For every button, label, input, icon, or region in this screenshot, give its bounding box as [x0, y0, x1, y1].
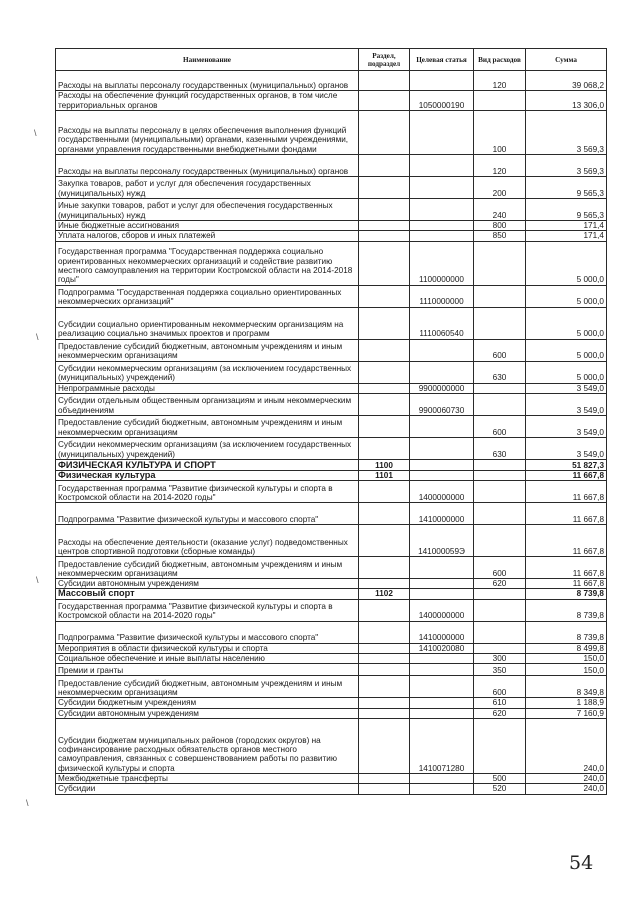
cell-vid [474, 393, 526, 415]
cell-cel: 1410071280 [410, 718, 474, 773]
margin-mark: \ [36, 575, 39, 585]
cell-sum: 5 000,0 [526, 307, 607, 339]
table-row [56, 111, 607, 155]
cell-sum: 13 306,0 [526, 91, 607, 111]
cell-vid: 200 [474, 177, 526, 199]
cell-razd [359, 71, 410, 91]
table-row [56, 503, 607, 525]
cell-vid [474, 481, 526, 503]
cell-razd [359, 177, 410, 199]
cell-name: ФИЗИЧЕСКАЯ КУЛЬТУРА И СПОРТ [56, 459, 359, 470]
cell-vid: 120 [474, 71, 526, 91]
table-row [56, 525, 607, 557]
cell-razd [359, 718, 410, 773]
cell-sum: 3 549,0 [526, 437, 607, 459]
cell-sum: 150,0 [526, 654, 607, 664]
cell-vid: 240 [474, 199, 526, 221]
cell-razd [359, 621, 410, 643]
cell-name: Расходы на выплаты персоналу государственных (муниципальных) органов [56, 155, 359, 177]
cell-vid [474, 307, 526, 339]
cell-razd [359, 579, 410, 589]
table-row [56, 361, 607, 383]
cell-cel [410, 557, 474, 579]
cell-razd [359, 91, 410, 111]
cell-name: Подпрограмма "Развитие физической культуры и массового спорта" [56, 503, 359, 525]
cell-sum: 5 000,0 [526, 361, 607, 383]
cell-sum: 8 739,8 [526, 621, 607, 643]
cell-vid: 600 [474, 415, 526, 437]
table-row [56, 784, 607, 794]
table-row [56, 470, 607, 480]
cell-razd [359, 361, 410, 383]
cell-sum: 150,0 [526, 664, 607, 676]
cell-razd [359, 285, 410, 307]
table-row [56, 643, 607, 653]
cell-vid: 600 [474, 557, 526, 579]
cell-razd: 1100 [359, 459, 410, 470]
table-row [56, 307, 607, 339]
table-row [56, 557, 607, 579]
cell-vid: 600 [474, 339, 526, 361]
table-row [56, 155, 607, 177]
cell-razd [359, 676, 410, 698]
table-row [56, 383, 607, 393]
cell-sum: 39 068,2 [526, 71, 607, 91]
cell-razd [359, 155, 410, 177]
cell-sum: 171,4 [526, 231, 607, 241]
cell-cel [410, 177, 474, 199]
cell-vid [474, 503, 526, 525]
cell-cel [410, 459, 474, 470]
table-header-row [56, 49, 607, 71]
cell-razd [359, 221, 410, 231]
cell-sum: 9 565,3 [526, 177, 607, 199]
table-row [56, 393, 607, 415]
cell-cel: 141000059Э [410, 525, 474, 557]
cell-cel: 1100000000 [410, 241, 474, 285]
cell-cel [410, 698, 474, 708]
cell-name: Непрограммные расходы [56, 383, 359, 393]
table-row [56, 589, 607, 599]
cell-name: Субсидии некоммерческим организациям (за исключением государственных (муниципальных) учреждений) [56, 437, 359, 459]
table-row [56, 285, 607, 307]
cell-sum: 240,0 [526, 773, 607, 783]
cell-vid: 620 [474, 708, 526, 718]
cell-cel: 1050000190 [410, 91, 474, 111]
cell-sum: 7 160,9 [526, 708, 607, 718]
cell-cel: 1110000000 [410, 285, 474, 307]
cell-name: Закупка товаров, работ и услуг для обеспечения государственных (муниципальных) нужд [56, 177, 359, 199]
cell-cel: 1400000000 [410, 481, 474, 503]
header-name: Наименование [56, 49, 359, 71]
table-row [56, 339, 607, 361]
cell-name: Физическая культура [56, 470, 359, 480]
cell-razd: 1101 [359, 470, 410, 480]
cell-vid: 520 [474, 784, 526, 794]
cell-vid: 850 [474, 231, 526, 241]
cell-name: Подпрограмма "Государственная поддержка социально ориентированных некоммерческих организаций" [56, 285, 359, 307]
cell-sum: 3 549,0 [526, 393, 607, 415]
cell-name: Предоставление субсидий бюджетным, автономным учреждениям и иным некоммерческим организациям [56, 676, 359, 698]
cell-sum: 11 667,8 [526, 503, 607, 525]
cell-sum: 240,0 [526, 784, 607, 794]
cell-vid [474, 241, 526, 285]
cell-sum: 3 549,0 [526, 383, 607, 393]
cell-name: Расходы на выплаты персоналу в целях обеспечения выполнения функций государственными (муниципальными) органами, казенными учреждениями, органами управления государственными внебюджетными фондами [56, 111, 359, 155]
cell-sum: 3 549,0 [526, 415, 607, 437]
cell-name: Субсидии [56, 784, 359, 794]
cell-cel [410, 470, 474, 480]
margin-mark: \ [34, 128, 37, 138]
cell-name: Подпрограмма "Развитие физической культуры и массового спорта" [56, 621, 359, 643]
cell-name: Субсидии бюджетным учреждениям [56, 698, 359, 708]
cell-razd [359, 415, 410, 437]
cell-name: Предоставление субсидий бюджетным, автономным учреждениям и иным некоммерческим организациям [56, 339, 359, 361]
cell-cel: 9900060730 [410, 393, 474, 415]
cell-name: Расходы на выплаты персоналу государственных (муниципальных) органов [56, 71, 359, 91]
cell-name: Субсидии отдельным общественным организациям и иным некоммерческим объединениям [56, 393, 359, 415]
cell-sum: 5 000,0 [526, 339, 607, 361]
table-row [56, 621, 607, 643]
table-row [56, 718, 607, 773]
cell-vid: 350 [474, 664, 526, 676]
cell-razd [359, 241, 410, 285]
cell-vid [474, 643, 526, 653]
table-row [56, 91, 607, 111]
table-row [56, 698, 607, 708]
cell-cel [410, 708, 474, 718]
cell-name: Государственная программа "Государственная поддержка социально ориентированных некоммерческих организаций и содействие развитию местного самоуправления на территории Костромской области на 2014-2018 годы" [56, 241, 359, 285]
header-celevaya: Целевая статья [410, 49, 474, 71]
cell-cel [410, 71, 474, 91]
cell-name: Социальное обеспечение и иные выплаты населению [56, 654, 359, 664]
cell-razd [359, 784, 410, 794]
cell-cel: 1410020080 [410, 643, 474, 653]
table-row [56, 708, 607, 718]
cell-sum: 8 739,8 [526, 589, 607, 599]
cell-razd [359, 698, 410, 708]
cell-name: Мероприятия в области физической культуры и спорта [56, 643, 359, 653]
cell-vid [474, 459, 526, 470]
cell-cel [410, 361, 474, 383]
cell-razd [359, 393, 410, 415]
cell-vid [474, 383, 526, 393]
cell-razd [359, 339, 410, 361]
cell-razd [359, 773, 410, 783]
header-summa: Сумма [526, 49, 607, 71]
cell-name: Массовый спорт [56, 589, 359, 599]
cell-razd [359, 708, 410, 718]
table-row [56, 199, 607, 221]
cell-sum: 1 188,9 [526, 698, 607, 708]
cell-sum: 11 667,8 [526, 557, 607, 579]
cell-name: Субсидии автономным учреждениям [56, 579, 359, 589]
cell-sum: 240,0 [526, 718, 607, 773]
cell-sum: 3 569,3 [526, 155, 607, 177]
cell-cel [410, 339, 474, 361]
cell-razd [359, 481, 410, 503]
cell-name: Субсидии бюджетам муниципальных районов (городских округов) на софинансирование расходных обязательств органов местного самоуправления, связанных с совершенствованием работы по развитию физической культуры и спорта [56, 718, 359, 773]
cell-cel [410, 664, 474, 676]
table-row [56, 459, 607, 470]
cell-sum: 3 569,3 [526, 111, 607, 155]
cell-razd [359, 599, 410, 621]
cell-name: Предоставление субсидий бюджетным, автономным учреждениям и иным некоммерческим организациям [56, 557, 359, 579]
cell-vid: 630 [474, 437, 526, 459]
cell-razd [359, 654, 410, 664]
table-row [56, 241, 607, 285]
cell-sum: 11 667,8 [526, 481, 607, 503]
cell-razd [359, 643, 410, 653]
cell-vid: 630 [474, 361, 526, 383]
margin-mark: \ [26, 798, 29, 808]
cell-name: Иные закупки товаров, работ и услуг для обеспечения государственных (муниципальных) нужд [56, 199, 359, 221]
cell-razd: 1102 [359, 589, 410, 599]
cell-cel [410, 199, 474, 221]
cell-razd [359, 199, 410, 221]
table-row [56, 599, 607, 621]
cell-razd [359, 383, 410, 393]
cell-vid: 300 [474, 654, 526, 664]
cell-razd [359, 307, 410, 339]
cell-cel: 1410000000 [410, 621, 474, 643]
cell-sum: 8 499,8 [526, 643, 607, 653]
table-row [56, 579, 607, 589]
cell-name: Субсидии некоммерческим организациям (за исключением государственных (муниципальных) учреждений) [56, 361, 359, 383]
cell-name: Субсидии социально ориентированным некоммерческим организациям на реализацию социально значимых проектов и программ [56, 307, 359, 339]
cell-razd [359, 503, 410, 525]
table-row [56, 773, 607, 783]
cell-razd [359, 525, 410, 557]
cell-vid [474, 599, 526, 621]
cell-sum: 171,4 [526, 221, 607, 231]
budget-table [55, 48, 607, 795]
cell-sum: 8 739,8 [526, 599, 607, 621]
cell-name: Государственная программа "Развитие физической культуры и спорта в Костромской области на 2014-2020 годы" [56, 481, 359, 503]
cell-vid [474, 470, 526, 480]
cell-name: Уплата налогов, сборов и иных платежей [56, 231, 359, 241]
cell-sum: 11 667,8 [526, 470, 607, 480]
cell-sum: 11 667,8 [526, 579, 607, 589]
cell-name: Предоставление субсидий бюджетным, автономным учреждениям и иным некоммерческим организациям [56, 415, 359, 437]
header-razdel: Раздел, подраздел [359, 49, 410, 71]
cell-vid [474, 589, 526, 599]
cell-sum: 5 000,0 [526, 285, 607, 307]
table-row [56, 231, 607, 241]
cell-vid [474, 285, 526, 307]
cell-razd [359, 664, 410, 676]
cell-vid: 500 [474, 773, 526, 783]
table-row [56, 221, 607, 231]
table-row [56, 177, 607, 199]
cell-name: Иные бюджетные ассигнования [56, 221, 359, 231]
page-number: 54 [569, 852, 594, 874]
cell-cel [410, 231, 474, 241]
table-row [56, 481, 607, 503]
cell-vid [474, 718, 526, 773]
table-row [56, 437, 607, 459]
cell-vid: 100 [474, 111, 526, 155]
cell-vid [474, 525, 526, 557]
cell-cel [410, 784, 474, 794]
cell-cel [410, 654, 474, 664]
cell-vid: 620 [474, 579, 526, 589]
cell-cel [410, 221, 474, 231]
cell-razd [359, 111, 410, 155]
cell-name: Межбюджетные трансферты [56, 773, 359, 783]
cell-cel [410, 437, 474, 459]
cell-vid: 610 [474, 698, 526, 708]
cell-vid: 120 [474, 155, 526, 177]
table-row [56, 71, 607, 91]
table-row [56, 676, 607, 698]
cell-cel: 1110060540 [410, 307, 474, 339]
cell-cel [410, 415, 474, 437]
cell-sum: 9 565,3 [526, 199, 607, 221]
table-row [56, 415, 607, 437]
cell-cel [410, 676, 474, 698]
cell-vid: 800 [474, 221, 526, 231]
cell-vid [474, 621, 526, 643]
cell-sum: 51 827,3 [526, 459, 607, 470]
table-body [56, 71, 607, 795]
cell-cel [410, 773, 474, 783]
cell-name: Премии и гранты [56, 664, 359, 676]
cell-razd [359, 231, 410, 241]
cell-razd [359, 557, 410, 579]
table-row [56, 654, 607, 664]
margin-mark: \ [36, 332, 39, 342]
cell-name: Расходы на обеспечение деятельности (оказание услуг) подведомственных центров спортивной подготовки (сборные команды) [56, 525, 359, 557]
cell-cel [410, 155, 474, 177]
cell-sum: 11 667,8 [526, 525, 607, 557]
cell-name: Государственная программа "Развитие физической культуры и спорта в Костромской области на 2014-2020 годы" [56, 599, 359, 621]
cell-vid: 600 [474, 676, 526, 698]
cell-cel [410, 111, 474, 155]
cell-name: Расходы на обеспечение функций государственных органов, в том числе территориальных органов [56, 91, 359, 111]
cell-cel: 9900000000 [410, 383, 474, 393]
cell-vid [474, 91, 526, 111]
cell-cel [410, 579, 474, 589]
table-row [56, 664, 607, 676]
cell-sum: 5 000,0 [526, 241, 607, 285]
header-vid: Вид расходов [474, 49, 526, 71]
cell-razd [359, 437, 410, 459]
cell-cel: 1400000000 [410, 599, 474, 621]
cell-cel [410, 589, 474, 599]
cell-cel: 1410000000 [410, 503, 474, 525]
cell-name: Субсидии автономным учреждениям [56, 708, 359, 718]
cell-sum: 8 349,8 [526, 676, 607, 698]
